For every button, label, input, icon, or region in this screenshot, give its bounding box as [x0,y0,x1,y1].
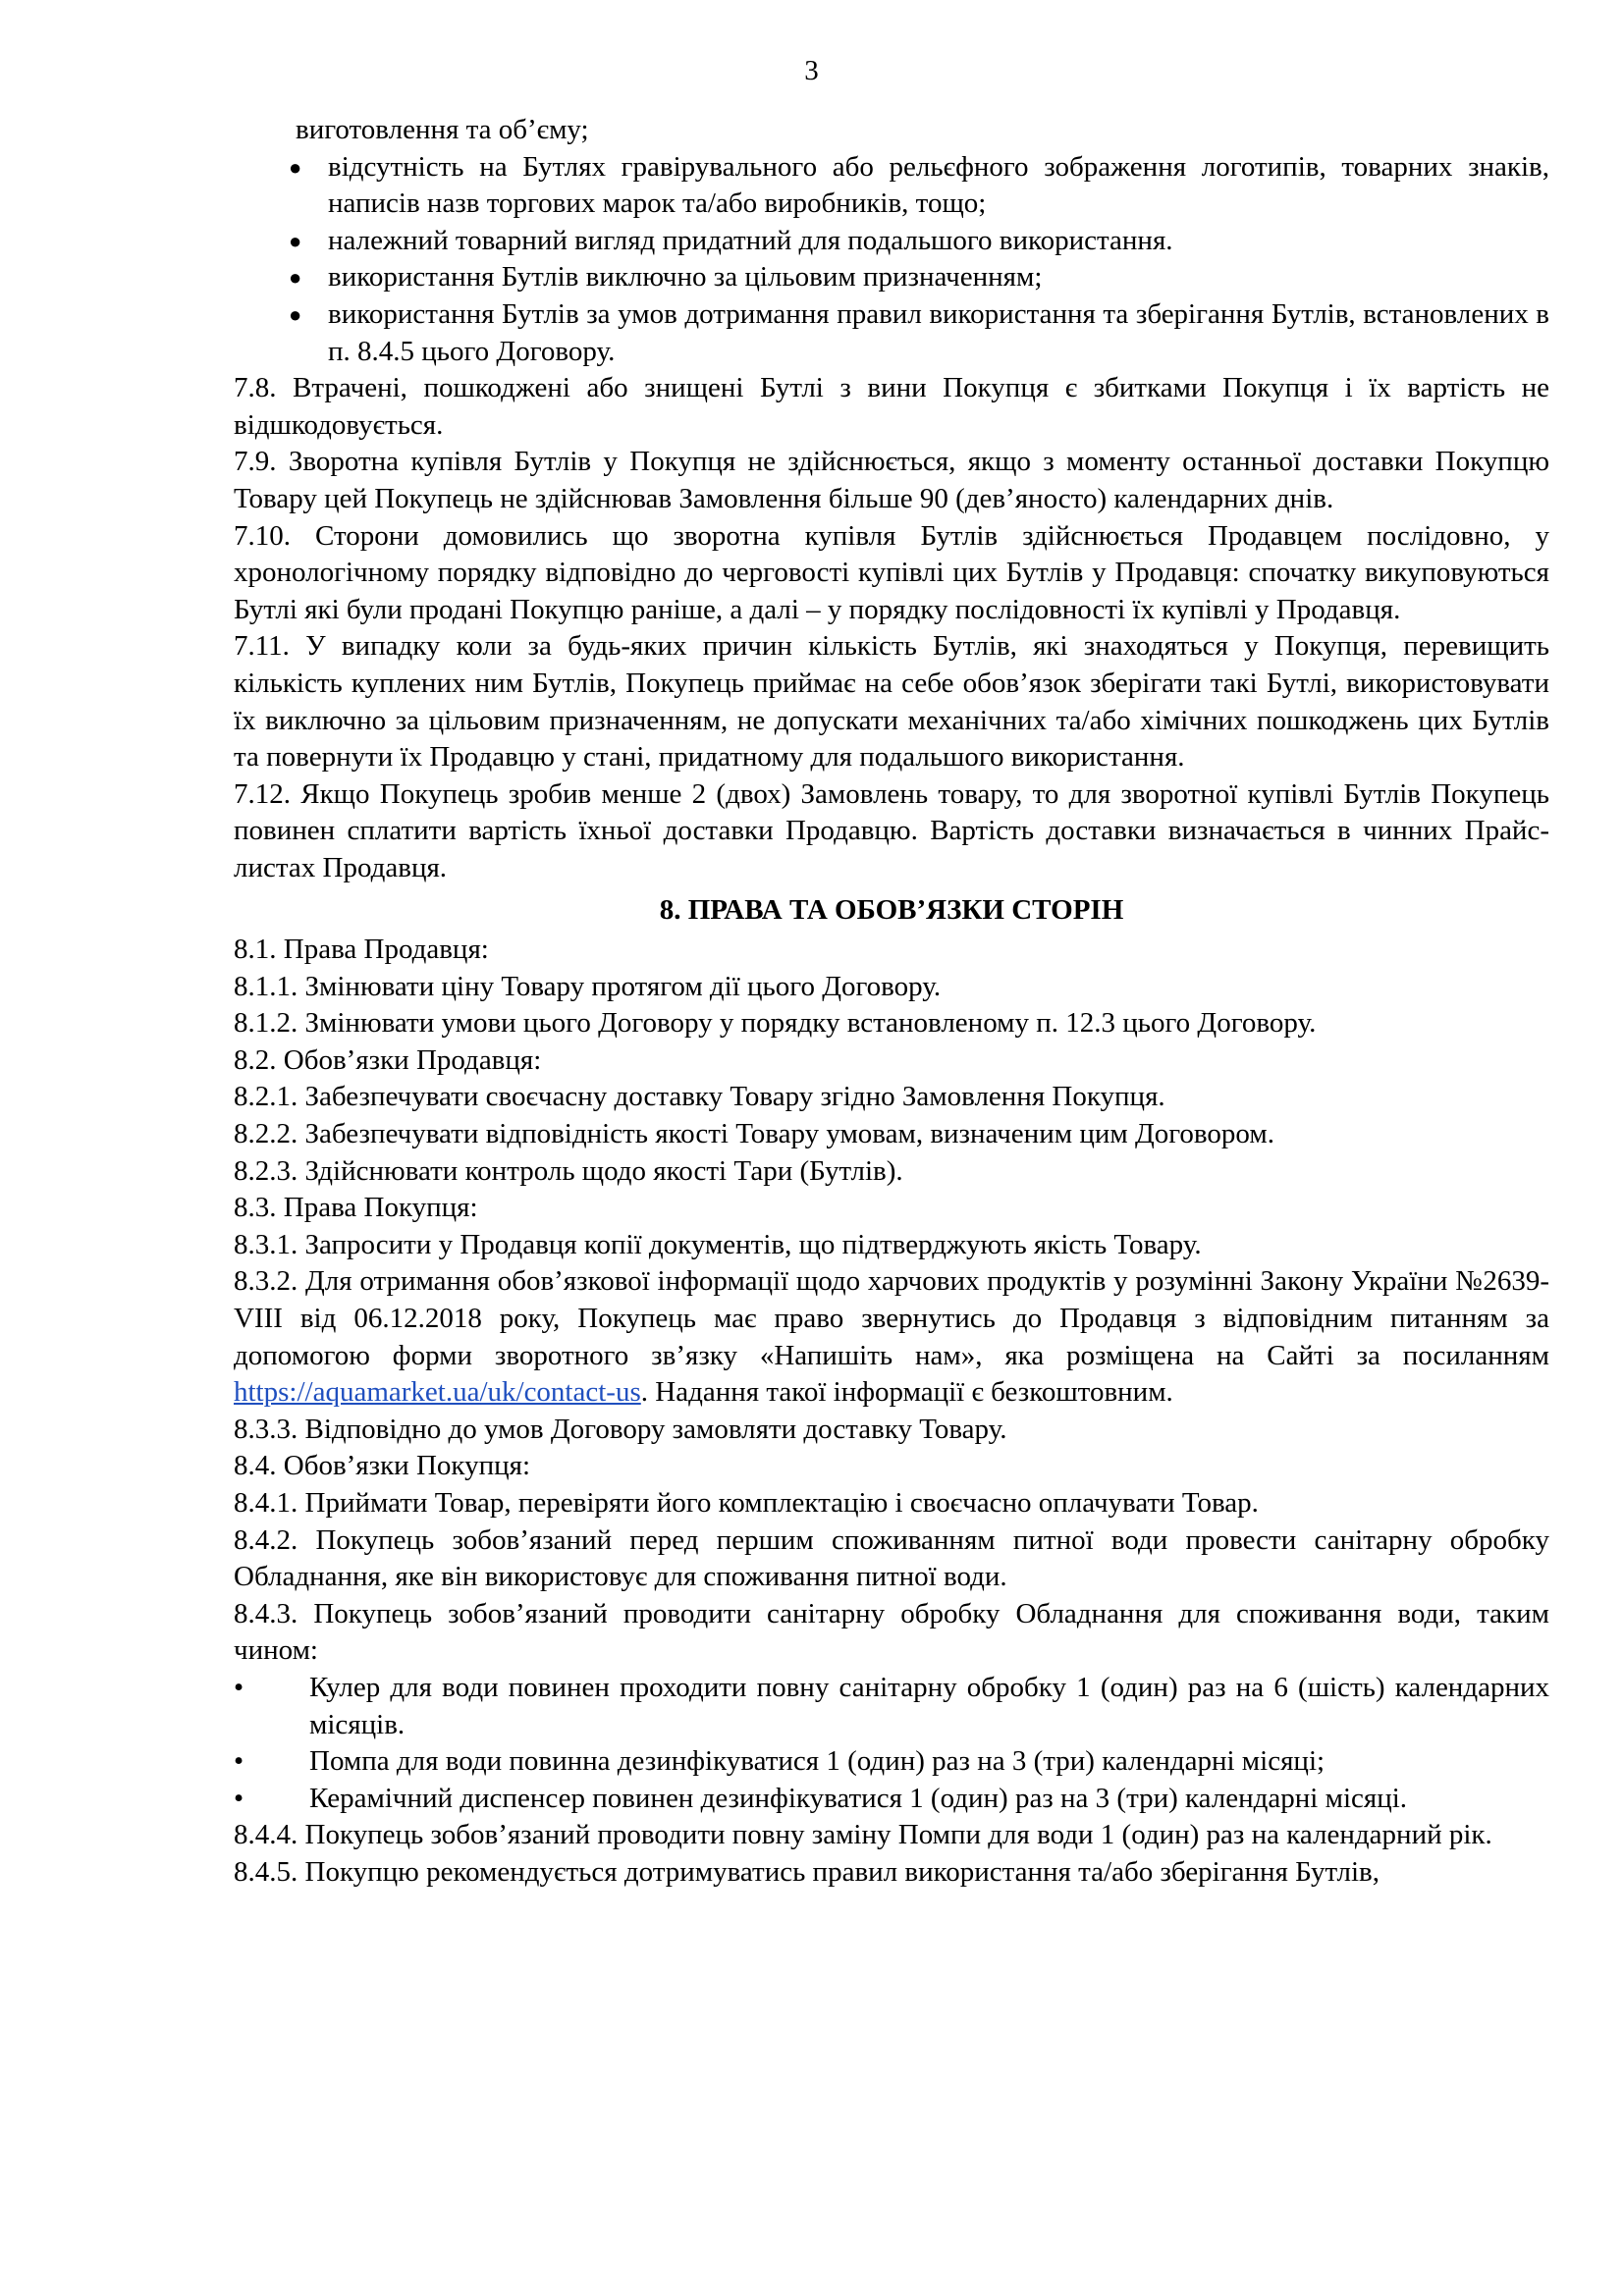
clause-8-2: 8.2. Обов’язки Продавця: [234,1043,542,1076]
section-heading: 8. ПРАВА ТА ОБОВ’ЯЗКИ СТОРІН [659,894,1124,927]
clause-7-11: 7.11. У випадку коли за будь-яких причин кількість Бутлів, які знаходяться у Покупця, перевищить кількість куплених ним Бутлів, Покупець приймає на себе обов’язок зберігати такі Бутлі, використовувати їх виключно за цільовим призначенням, не допускати механічних та/або хімічних пошкоджень цих Бутлів та повернути їх Продавцю у стані, придатному для подальшого використання. [234,630,1549,774]
list-item [234,223,1549,260]
clause-8-1: 8.1. Права Продавця: [234,934,489,966]
list-item-text: Помпа для води повинна дезинфікуватися 1 (один) раз на 3 (три) календарні місяці; [309,1745,1325,1778]
list-item-text: Кулер для води повинен проходити повну санітарну обробку 1 (один) раз на 6 (шість) календарних місяців. [309,1671,1549,1740]
list-item-text: відсутність на Бутлях гравірувального або рельєфного зображення логотипів, товарних знаків, написів назв торгових марок та/або виробників, тощо; [328,150,1549,220]
clause-8-3-3: 8.3.3. Відповідно до умов Договору замовляти доставку Товару. [234,1413,1007,1445]
clause-8-2-1: 8.2.1. Забезпечувати своєчасну доставку Товару згідно Замовлення Покупця. [234,1081,1165,1113]
document-body [234,112,1549,1892]
list-item [234,259,1549,296]
list-item [234,296,1549,370]
clause-7-12: 7.12. Якщо Покупець зробив менше 2 (двох) Замовлень товару, то для зворотної купівлі Бутлів Покупець повинен сплатити вартість їхньої доставки Продавцю. Вартість доставки визначається в чинних Прайс-листах Продавця. [234,777,1549,883]
list-item [234,1670,1549,1743]
clause-8-2-3: 8.2.3. Здійснювати контроль щодо якості Тари (Бутлів). [234,1154,903,1187]
clause-8-4-3: 8.4.3. Покупець зобов’язаний проводити санітарну обробку Обладнання для споживання води, таким чином: [234,1597,1549,1667]
clause-8-2-2: 8.2.2. Забезпечувати відповідність якості Товару умовам, визначеним цим Договором. [234,1118,1274,1150]
bullet-icon: ● [289,228,302,253]
list-item [234,149,1549,223]
clause-8-4-5: 8.4.5. Покупцю рекомендується дотримуватись правил використання та/або зберігання Бутлів, [234,1855,1380,1888]
clause-8-4-2: 8.4.2. Покупець зобов’язаний перед першим споживанням питної води провести санітарну обробку Обладнання, яке він використовує для споживання питної води. [234,1523,1549,1593]
list-item-text: використання Бутлів виключно за цільовим призначенням; [328,261,1043,294]
contact-us-link[interactable]: https://aquamarket.ua/uk/contact-us [234,1376,641,1409]
clause-8-3-2-text: 8.3.2. Для отримання обов’язкової інформації щодо харчових продуктів у розумінні Закону України №2639-VIII від 06.12.2018 року, Покупець має право звернутись до Продавця з відповідним питанням за допомогою форми зворотного зв’язку «Напишіть нам», яка розміщена на Сайті за посиланням [234,1265,1549,1371]
clause-8-4: 8.4. Обов’язки Покупця: [234,1450,531,1482]
clause-7-8: 7.8. Втрачені, пошкоджені або знищені Бутлі з вини Покупця є збитками Покупця і їх вартість не відшкодовується. [234,372,1549,441]
list-item [234,1781,1549,1818]
clause-8-3-2-tail: . Надання такої інформації є безкоштовним. [640,1376,1173,1409]
clause-7-10: 7.10. Сторони домовились що зворотна купівля Бутлів здійснюється Продавцем послідовно, у хронологічному порядку відповідно до черговості купівлі цих Бутлів у Продавця: спочатку викуповуються Бутлі які були продані Покупцю раніше, а далі – у порядку послідовності їх купівлі у Продавця. [234,519,1549,625]
bullet-icon: • [234,1671,244,1703]
bullet-icon: ● [289,154,302,180]
bullet-icon: ● [289,265,302,291]
list-item-text: використання Бутлів за умов дотримання правил використання та зберігання Бутлів, встановлених в п. 8.4.5 цього Договору. [328,297,1549,367]
list-item-text: Керамічний диспенсер повинен дезинфікуватися 1 (один) раз на 3 (три) календарні місяці. [309,1782,1408,1814]
list-item-text: належний товарний вигляд придатний для подальшого використання. [328,224,1173,256]
clause-8-4-4: 8.4.4. Покупець зобов’язаний проводити повну заміну Помпи для води 1 (один) раз на календарний рік. [234,1819,1492,1851]
clause-8-1-2: 8.1.2. Змінювати умови цього Договору у порядку встановленому п. 12.3 цього Договору. [234,1007,1317,1040]
page-number: 3 [804,55,819,86]
bullet-icon: • [234,1782,244,1814]
clause-8-3: 8.3. Права Покупця: [234,1192,478,1224]
clause-8-3-2 [234,1263,1549,1411]
clause-8-4-1: 8.4.1. Приймати Товар, перевіряти його комплектацію і своєчасно оплачувати Товар. [234,1486,1259,1519]
clause-8-3-1: 8.3.1. Запросити у Продавця копії документів, що підтверджують якість Товару. [234,1228,1202,1260]
bullet-icon: ● [289,301,302,327]
bullet-icon: • [234,1745,244,1778]
clause-7-9: 7.9. Зворотна купівля Бутлів у Покупця не здійснюється, якщо з моменту останньої доставки Покупцю Товару цей Покупець не здійснював Замовлення більше 90 (дев’яносто) календарних днів. [234,446,1549,514]
clause-8-1-1: 8.1.1. Змінювати ціну Товару протягом дії цього Договору. [234,970,942,1002]
intro-line: виготовлення та об’єму; [296,114,589,145]
list-item [234,1743,1549,1781]
